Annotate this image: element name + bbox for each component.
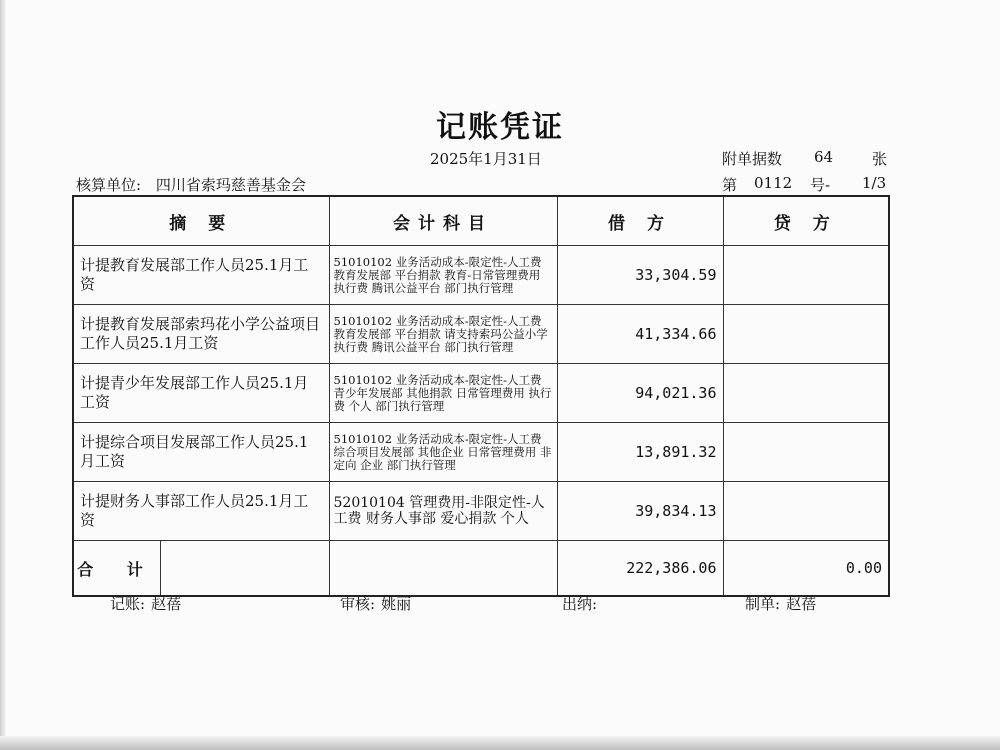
total-account-cell bbox=[329, 541, 557, 597]
preparer-name: 赵蓓 bbox=[786, 595, 817, 613]
reviewer-name: 姚丽 bbox=[381, 595, 412, 613]
total-label-cell bbox=[73, 541, 329, 597]
table-row bbox=[73, 423, 889, 482]
table-row bbox=[73, 246, 889, 305]
voucher-date: 2025年1月31日 bbox=[430, 150, 542, 168]
cashier-label: 出纳: bbox=[562, 595, 598, 613]
table-row bbox=[73, 305, 889, 364]
voucher-table bbox=[72, 195, 890, 597]
number-prefix: 第 bbox=[722, 176, 738, 194]
row-account: 52010104 管理费用-非限定性-人工费 财务人事部 爱心捐款 个人 bbox=[329, 482, 557, 541]
voucher-number bbox=[722, 174, 892, 195]
page-indicator: 1/3 bbox=[862, 174, 887, 192]
table-row bbox=[73, 364, 889, 423]
header-credit: 贷 方 bbox=[723, 196, 889, 246]
row-account: 51010102 业务活动成本-限定性-人工费 教育发展部 平台捐款 教育-日常管理费用 执行费 腾讯公益平台 部门执行管理 bbox=[329, 246, 557, 305]
row-summary: 计提青少年发展部工作人员25.1月工资 bbox=[73, 364, 329, 423]
preparer-label: 制单: bbox=[745, 595, 781, 613]
row-debit: 39,834.13 bbox=[557, 482, 723, 541]
attachment-count: 64 bbox=[814, 148, 834, 166]
header-account: 会计科目 bbox=[329, 196, 557, 246]
bookkeeper-name: 赵蓓 bbox=[151, 595, 182, 613]
accounting-unit bbox=[76, 174, 306, 195]
unit-label: 核算单位: bbox=[76, 176, 142, 194]
bookkeeper-signature bbox=[110, 593, 181, 614]
row-debit: 33,304.59 bbox=[557, 246, 723, 305]
total-row bbox=[73, 541, 889, 597]
row-credit bbox=[723, 423, 889, 482]
unit-name: 四川省索玛慈善基金会 bbox=[155, 176, 306, 194]
row-debit: 13,891.32 bbox=[557, 423, 723, 482]
bookkeeper-label: 记账: bbox=[110, 595, 146, 613]
attachment-unit: 张 bbox=[872, 150, 888, 168]
row-summary: 计提教育发展部索玛花小学公益项目工作人员25.1月工资 bbox=[73, 305, 329, 364]
row-credit bbox=[723, 305, 889, 364]
row-account: 51010102 业务活动成本-限定性-人工费 教育发展部 平台捐款 请支持索玛公益小学 执行费 腾讯公益平台 部门执行管理 bbox=[329, 305, 557, 364]
reviewer-label: 审核: bbox=[340, 595, 376, 613]
reviewer-signature bbox=[340, 593, 411, 614]
row-credit bbox=[723, 246, 889, 305]
row-account: 51010102 业务活动成本-限定性-人工费 青少年发展部 其他捐款 日常管理费用 执行费 个人 部门执行管理 bbox=[329, 364, 557, 423]
total-debit: 222,386.06 bbox=[557, 541, 723, 597]
row-credit bbox=[723, 364, 889, 423]
row-summary: 计提财务人事部工作人员25.1月工资 bbox=[73, 482, 329, 541]
number-value: 0112 bbox=[754, 174, 793, 192]
row-debit: 41,334.66 bbox=[557, 305, 723, 364]
row-credit bbox=[723, 482, 889, 541]
row-summary: 计提教育发展部工作人员25.1月工资 bbox=[73, 246, 329, 305]
row-summary: 计提综合项目发展部工作人员25.1月工资 bbox=[73, 423, 329, 482]
scan-edge bbox=[0, 736, 1000, 750]
header-summary: 摘 要 bbox=[73, 196, 329, 246]
table-header-row bbox=[73, 196, 889, 246]
attachment-label: 附单据数 bbox=[722, 150, 783, 168]
table-row bbox=[73, 482, 889, 541]
number-suffix: 号- bbox=[810, 176, 831, 194]
cashier-signature bbox=[562, 593, 603, 614]
voucher-title: 记账凭证 bbox=[436, 110, 564, 145]
header-debit: 借 方 bbox=[557, 196, 723, 246]
attachment-info bbox=[722, 148, 888, 169]
row-account: 51010102 业务活动成本-限定性-人工费 综合项目发展部 其他企业 日常管理费用 非定向 企业 部门执行管理 bbox=[329, 423, 557, 482]
row-debit: 94,021.36 bbox=[557, 364, 723, 423]
preparer-signature bbox=[745, 593, 816, 614]
total-credit: 0.00 bbox=[723, 541, 889, 597]
total-label: 合 计 bbox=[74, 541, 161, 595]
